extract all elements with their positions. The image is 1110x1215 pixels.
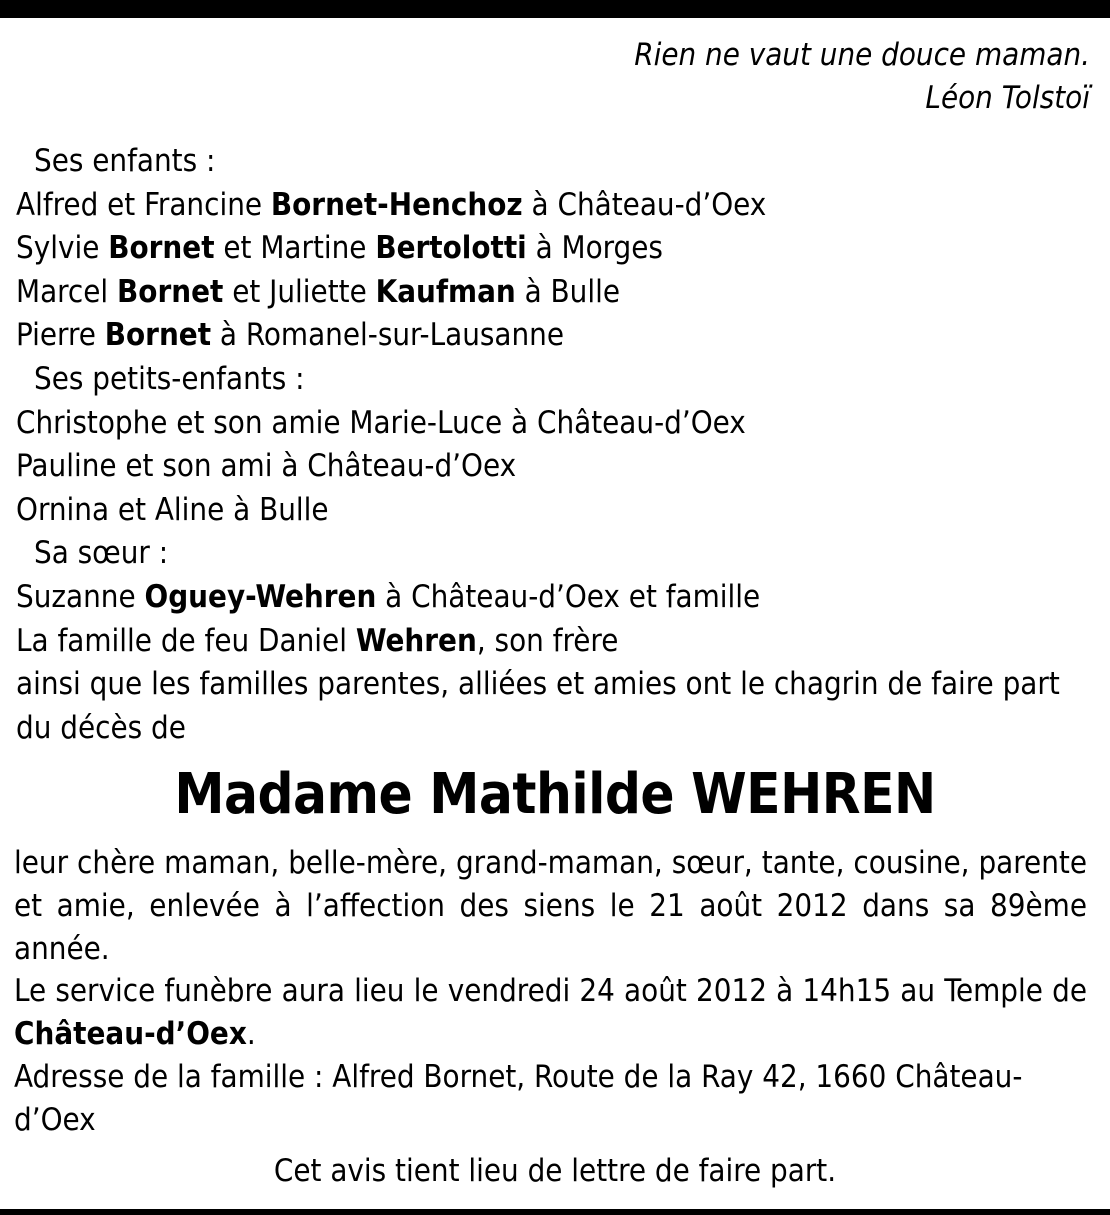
quote-author: Léon Tolstoï (925, 80, 1090, 116)
partner-surname: Kaufman (375, 273, 516, 310)
family-list (16, 140, 1096, 750)
sister-surname: Oguey-Wehren (144, 578, 377, 615)
child-surname: Bornet-Henchoz (270, 186, 523, 223)
top-border-rule (0, 0, 1110, 18)
relation-paragraph: leur chère maman, belle-mère, grand-maman, sœur, tante, cousine, parente et amie, enlevée à l’affection des siens le 21 août 2012 dans sa 89ème année. (14, 845, 1087, 967)
child-line (16, 227, 1096, 271)
partner-given-name: et Martine (214, 230, 376, 267)
child-surname: Bornet (117, 273, 224, 310)
grandchild-line: Christophe et son amie Marie-Luce à Château-d’Oex (16, 404, 746, 441)
child-surname: Bornet (104, 317, 212, 354)
child-given-names: Sylvie (16, 230, 109, 267)
brother-family-line (16, 620, 1096, 664)
child-surname: Bornet (108, 230, 215, 267)
deceased-name: Madame Mathilde WEHREN (174, 762, 936, 827)
brother-relation: , son frère (476, 622, 619, 659)
service-paragraph (14, 970, 1087, 1056)
sister-given-name: Suzanne (16, 578, 145, 615)
bottom-border-rule (0, 1209, 1110, 1215)
child-line (16, 271, 1096, 315)
grandchildren-heading: Ses petits-enfants : (34, 360, 305, 397)
child-given-names: Marcel (16, 273, 118, 310)
service-place: Château-d’Oex (14, 1016, 247, 1053)
children-heading: Ses enfants : (34, 143, 216, 179)
closing-notice: Cet avis tient lieu de lettre de faire part. (273, 1153, 837, 1189)
child-line (16, 184, 1096, 228)
announcement-text: ainsi que les familles parentes, alliées et amies ont le chagrin de faire part du décès de (16, 666, 1060, 746)
child-line (16, 314, 1096, 358)
service-text: Le service funèbre aura lieu le vendredi 24 août 2012 à 14h15 au Temple de (14, 973, 1087, 1010)
quote-text: Rien ne vaut une douce maman. (634, 37, 1090, 73)
grandchild-line: Ornina et Aline à Bulle (16, 491, 329, 528)
child-location: à Romanel-sur-Lausanne (211, 317, 565, 354)
brother-surname: Wehren (355, 622, 477, 659)
child-given-names: Alfred et Francine (16, 186, 271, 223)
brother-family-text: La famille de feu Daniel (16, 622, 356, 659)
family-address: Adresse de la famille : Alfred Bornet, Route de la Ray 42, 1660 Château-d’Oex (14, 1058, 1023, 1138)
sister-location: à Château-d’Oex et famille (376, 578, 761, 615)
partner-surname: Bertolotti (375, 230, 527, 267)
grandchild-line: Pauline et son ami à Château-d’Oex (16, 448, 517, 485)
sister-line (16, 576, 1096, 620)
epigraph-quote (634, 34, 1090, 120)
obituary-body (14, 842, 1087, 1142)
partner-given-name: et Juliette (223, 273, 376, 310)
child-location: à Morges (526, 230, 663, 267)
service-end: . (246, 1016, 256, 1053)
child-given-names: Pierre (16, 317, 105, 354)
child-location: à Bulle (515, 273, 621, 310)
sister-heading: Sa sœur : (34, 535, 169, 572)
child-location: à Château-d’Oex (522, 186, 767, 223)
